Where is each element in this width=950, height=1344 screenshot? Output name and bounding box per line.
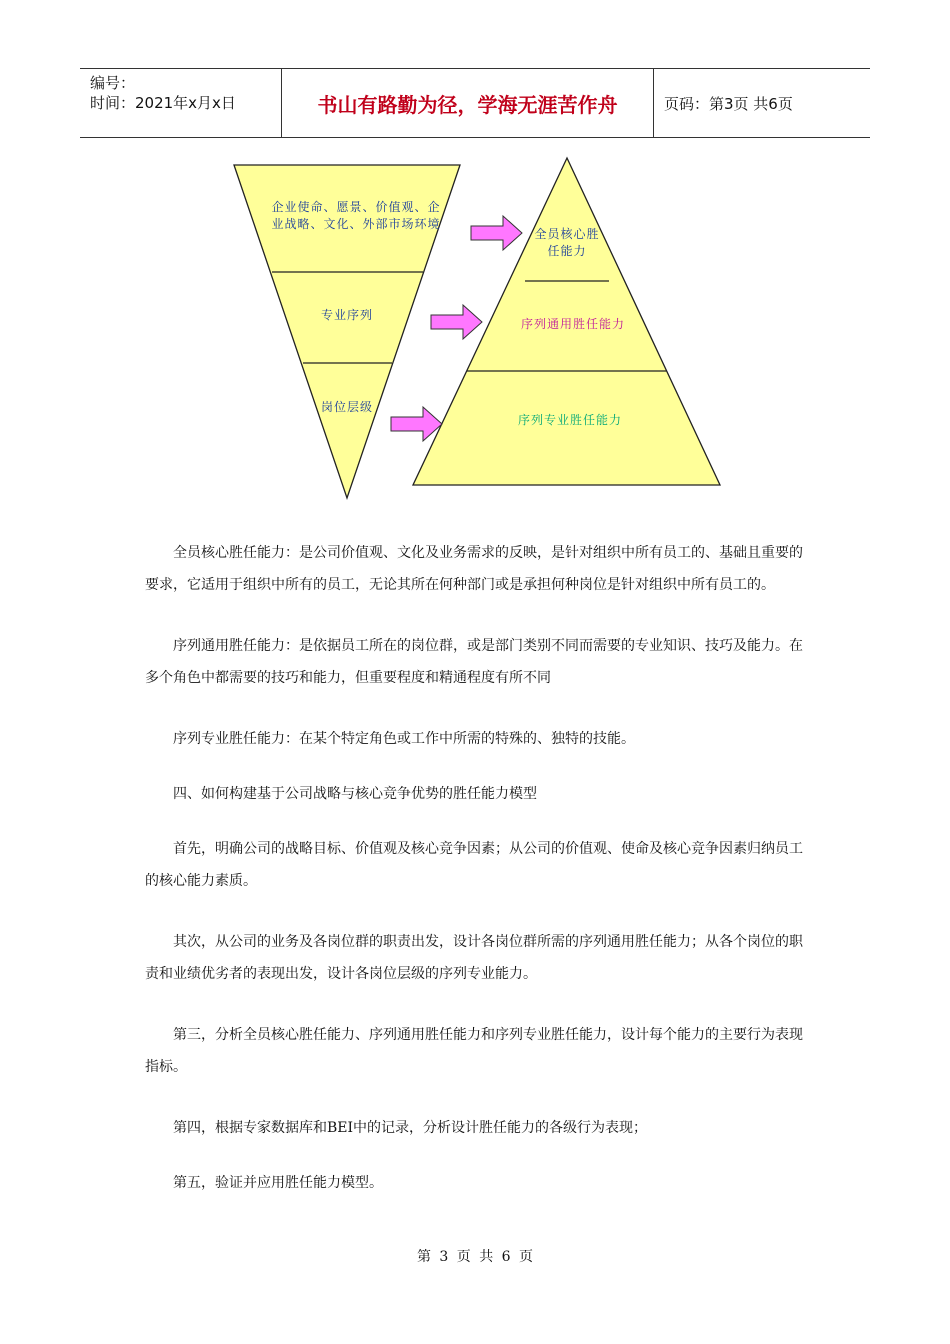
time-label: 时间：2021年x月x日 [90,94,236,112]
paragraph: 第三，分析全员核心胜任能力、序列通用胜任能力和序列专业胜任能力，设计每个能力的主要行为表现指标。 [145,1027,803,1075]
page-footer: 第 3 页 共 6 页 [416,1249,534,1265]
pyramid-level-1-label: 全员核心胜任能力 [534,227,600,258]
inverted-level-1-label: 企业使命、愿景、价值观、企业战略、文化、外部市场环境 [271,200,441,231]
inverted-level-3-label: 岗位层级 [320,400,373,414]
competency-diagram [230,155,725,505]
arrow-icon [471,216,522,250]
paragraph: 第四，根据专家数据库和BEI中的记录，分析设计胜任能力的各级行为表现； [173,1120,648,1136]
section-heading: 四、如何构建基于公司战略与核心竞争优势的胜任能力模型 [173,786,537,802]
paragraph: 第五，验证并应用胜任能力模型。 [173,1175,383,1191]
page-header [80,68,870,138]
header-meta [80,69,282,137]
inverted-level-2-label: 专业序列 [320,308,373,322]
pyramid-level-3-label: 序列专业胜任能力 [517,413,622,427]
paragraph: 序列专业胜任能力：在某个特定角色或工作中所需的特殊的、独特的技能。 [173,731,635,747]
header-page-info: 页码：第3页 共6页 [664,94,793,113]
arrow-icon [431,305,482,339]
paragraph: 序列通用胜任能力：是依据员工所在的岗位群，或是部门类别不同而需要的专业知识、技巧及能力。在多个角色中都需要的技巧和能力，但重要程度和精通程度有所不同 [145,638,803,686]
paragraph: 全员核心胜任能力：是公司价值观、文化及业务需求的反映，是针对组织中所有员工的、基础且重要的要求，它适用于组织中所有的员工，无论其所在何种部门或是承担何种岗位是针对组织中所有员工的。 [145,545,803,593]
paragraph: 其次，从公司的业务及各岗位群的职责出发，设计各岗位群所需的序列通用胜任能力；从各个岗位的职责和业绩优劣者的表现出发，设计各岗位层级的序列专业能力。 [145,934,803,982]
number-label: 编号： [90,74,136,92]
header-motto: 书山有路勤为径，学海无涯苦作舟 [282,69,654,137]
paragraph: 首先，明确公司的战略目标、价值观及核心竞争因素；从公司的价值观、使命及核心竞争因素归纳员工的核心能力素质。 [145,841,803,889]
pyramid-level-2-label: 序列通用胜任能力 [520,317,625,331]
arrow-icon [391,407,442,441]
